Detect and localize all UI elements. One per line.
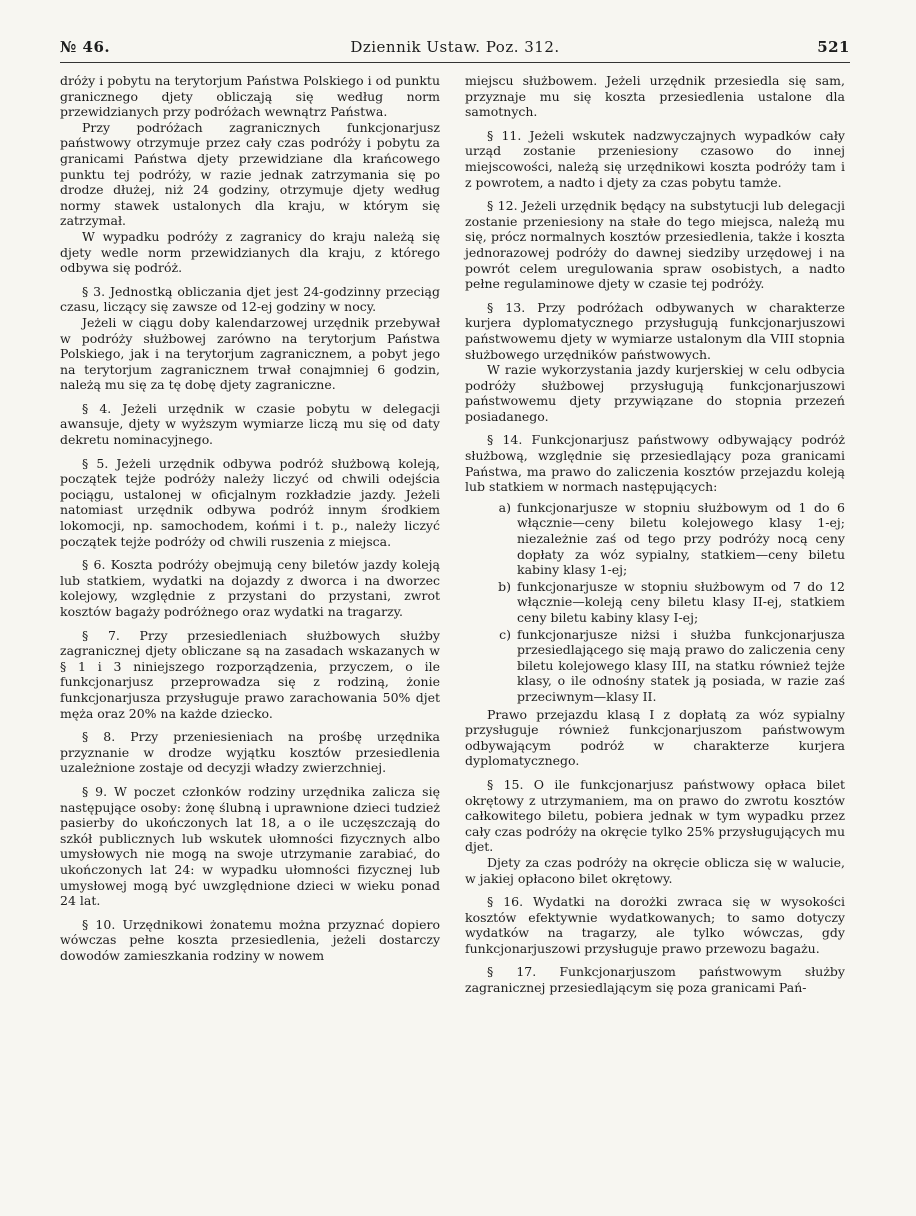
page-number: 521: [817, 38, 850, 56]
paragraph: W razie wykorzystania jazdy kurjerskiej w celu odbycia podróży służbowej przysługują funkcjonarjuszowi państwowemu djety przywiązane do stopnia przezeń posiadanego.: [465, 362, 845, 424]
section-4: § 4. Jeżeli urzędnik w czasie pobytu w delegacji awansuje, djety w wyższym wymiarze liczą mu się od daty dekretu nominacyjnego.: [60, 400, 440, 448]
page-header: [60, 38, 850, 62]
list-item-text: funkcjonarjusze niżsi i służba funkcjonarjusza przesiedlającego się mają prawo do zaliczenia ceny biletu kolejowego klasy III, na statku również tejże klasy, o ile odnośny statek ją posiada, w razie zaś przeciwnym—klasy II.: [517, 626, 845, 704]
section-9: § 9. W poczet członków rodziny urzędnika zalicza się następujące osoby: żonę ślubną i uprawnione dzieci tudzież pasierby do ukończonych lat 18, a o ile uczęszczają do szkół publicznych lub wskutek ułomności fizycznych albo umysłowych nie mogą na swoje utrzymanie zarabiać, do ukończonych lat 24: w wypadku ułomności fizycznej lub umysłowej mogą być uwzględnione dzieci w wieku ponad 24 lat.: [60, 783, 440, 909]
list-item: [465, 500, 845, 578]
paragraph: Przy podróżach zagranicznych funkcjonarjusz państwowy otrzymuje przez cały czas podróży i pobytu za granicami Państwa djety przewidziane dla krańcowego punktu tej podróży, w razie jednak zatrzymania się po drodze dłużej, niż 24 godziny, otrzymuje djety według normy stawek ustalonych dla kraju, w którym się zatrzymał.: [60, 119, 440, 229]
section-11: § 11. Jeżeli wskutek nadzwyczajnych wypadków cały urząd zostanie przeniesiony czasowo do innej miejscowości, należą się urzędnikowi koszta podróży tam i z powrotem, a nadto i djety za czas pobytu tamże.: [465, 127, 845, 190]
section-14: § 14. Funkcjonarjusz państwowy odbywający podróż służbową, względnie się przesiedlający poza granicami Państwa, ma prawo do zaliczenia kosztów przejazdu koleją lub statkiem w normach następujących:: [465, 432, 845, 495]
list-item-text: funkcjonarjusze w stopniu służbowym od 7 do 12 włącznie—koleją ceny biletu klasy II-ej, statkiem ceny biletu kabiny klasy I-ej;: [517, 578, 845, 625]
section-5: § 5. Jeżeli urzędnik odbywa podróż służbową koleją, początek tejże podróży należy liczyć od chwili odejścia pociągu, ustalonej w oficjalnym rozkładzie jazdy. Jeżeli natomiast urzędnik odbywa podróż innym środkiem lokomocji, np. samochodem, końmi i t. p., należy liczyć początek tejże podróży od chwili ruszenia z miejsca.: [60, 455, 440, 549]
list-item-text: funkcjonarjusze w stopniu służbowym od 1 do 6 włącznie—ceny biletu kolejowego klasy 1-ej; niezależnie zaś od tego przy podróży nocą ceny dopłaty za wóz sypialny, statkiem—ceny biletu kabiny klasy 1-ej;: [517, 499, 845, 578]
paragraph: W wypadku podróży z zagranicy do kraju należą się djety wedle norm przewidzianych dla kraju, z którego odbywa się podróż.: [60, 228, 440, 276]
section-12: § 12. Jeżeli urzędnik będący na substytucji lub delegacji zostanie przeniesiony na stałe do tego miejsca, należą mu się, prócz normalnych kosztów przesiedlenia, także i koszta jednorazowej podróży do dawnej siedziby urzędowej i na powrót celem uregulowania spraw osobistych, a nadto pełne regulaminowe djety w czasie tej podróży.: [465, 198, 845, 292]
section-17: § 17. Funkcjonarjuszom państwowym służby zagranicznej przesiedlającym się poza granicami Pań-: [465, 964, 845, 996]
issue-number: № 46.: [60, 38, 111, 56]
paragraph: Jeżeli w ciągu doby kalendarzowej urzędnik przebywał w podróży służbowej zarówno na terytorjum Państwa Polskiego, jak i na terytorjum zagranicznem, a pobyt jego na terytorjum zagranicznem trwał conajmniej 6 godzin, należą mu się za tę dobę djety zagraniczne.: [60, 314, 440, 393]
list-item: [465, 627, 845, 705]
paragraph: miejscu służbowem. Jeżeli urzędnik przesiedla się sam, przyznaje mu się koszta przesiedlenia ustalone dla samotnych.: [465, 73, 845, 120]
paragraph: Djety za czas podróży na okręcie oblicza się w walucie, w jakiej opłacono bilet okrętowy.: [465, 854, 845, 886]
travel-class-list: [465, 500, 845, 705]
section-16: § 16. Wydatki na dorożki zwraca się w wysokości kosztów efektywnie wydatkowanych; to samo dotyczy wydatków na tragarzy, ale tylko wówczas, gdy funkcjonarjuszowi przysługuje prawo przewozu bagażu.: [465, 894, 845, 956]
header-rule: [60, 62, 850, 63]
paragraph: Prawo przejazdu klasą I z dopłatą za wóz sypialny przysługuje również funkcjonarjuszom państwowym odbywającym podróż w charakterze kurjera dyplomatycznego.: [465, 706, 845, 769]
section-13: § 13. Przy podróżach odbywanych w charakterze kurjera dyplomatycznego przysługują funkcjonarjuszowi państwowemu djety w wymiarze ustalonym dla VIII stopnia służbowego urzędników państwowych.: [465, 299, 845, 362]
list-item-label: a): [498, 499, 511, 515]
list-item-label: c): [499, 626, 511, 642]
section-8: § 8. Przy przeniesieniach na prośbę urzędnika przyznanie w drodze wyjątku kosztów przesiedlenia uzależnione zostaje od decyzji władzy zwierzchniej.: [60, 729, 440, 776]
section-15: § 15. O ile funkcjonarjusz państwowy opłaca bilet okrętowy z utrzymaniem, ma on prawo do zwrotu kosztów całkowitego biletu, pobiera jednak w tym wypadku przez cały czas podróży na okręcie tylko 25% przysługujących mu djet.: [465, 776, 845, 855]
paragraph: dróży i pobytu na terytorjum Państwa Polskiego i od punktu granicznego djety obliczają się według norm przewidzianych przy podróżach wewnątrz Państwa.: [60, 73, 440, 120]
journal-title: Dziennik Ustaw. Poz. 312.: [350, 38, 560, 56]
list-item: [465, 579, 845, 626]
section-10: § 10. Urzędnikowi żonatemu można przyznać dopiero wówczas pełne koszta przesiedlenia, jeżeli dostarczy dowodów zamieszkania rodziny w nowem: [60, 916, 440, 963]
section-6: § 6. Koszta podróży obejmują ceny biletów jazdy koleją lub statkiem, wydatki na dojazdy z dworca i na dworzec kolejowy, względnie z przystani do przystani, zwrot kosztów bagaży podróżnego oraz wydatki na tragarzy.: [60, 557, 440, 619]
list-item-label: b): [498, 578, 511, 594]
left-column: [60, 73, 440, 963]
section-3: § 3. Jednostką obliczania djet jest 24-godzinny przeciąg czasu, liczący się zawsze od 12-ej godziny w nocy.: [60, 283, 440, 315]
right-column: [465, 73, 845, 996]
section-7: § 7. Przy przesiedleniach służbowych służby zagranicznej djety obliczane są na zasadach wskazanych w § 1 i 3 niniejszego rozporządzenia, przyczem, o ile funkcjonarjusz przeprowadza się z rodziną, żonie funkcjonarjusza przysługuje prawo zarachowania 50% djet męża oraz 20% na każde dziecko.: [60, 627, 440, 721]
